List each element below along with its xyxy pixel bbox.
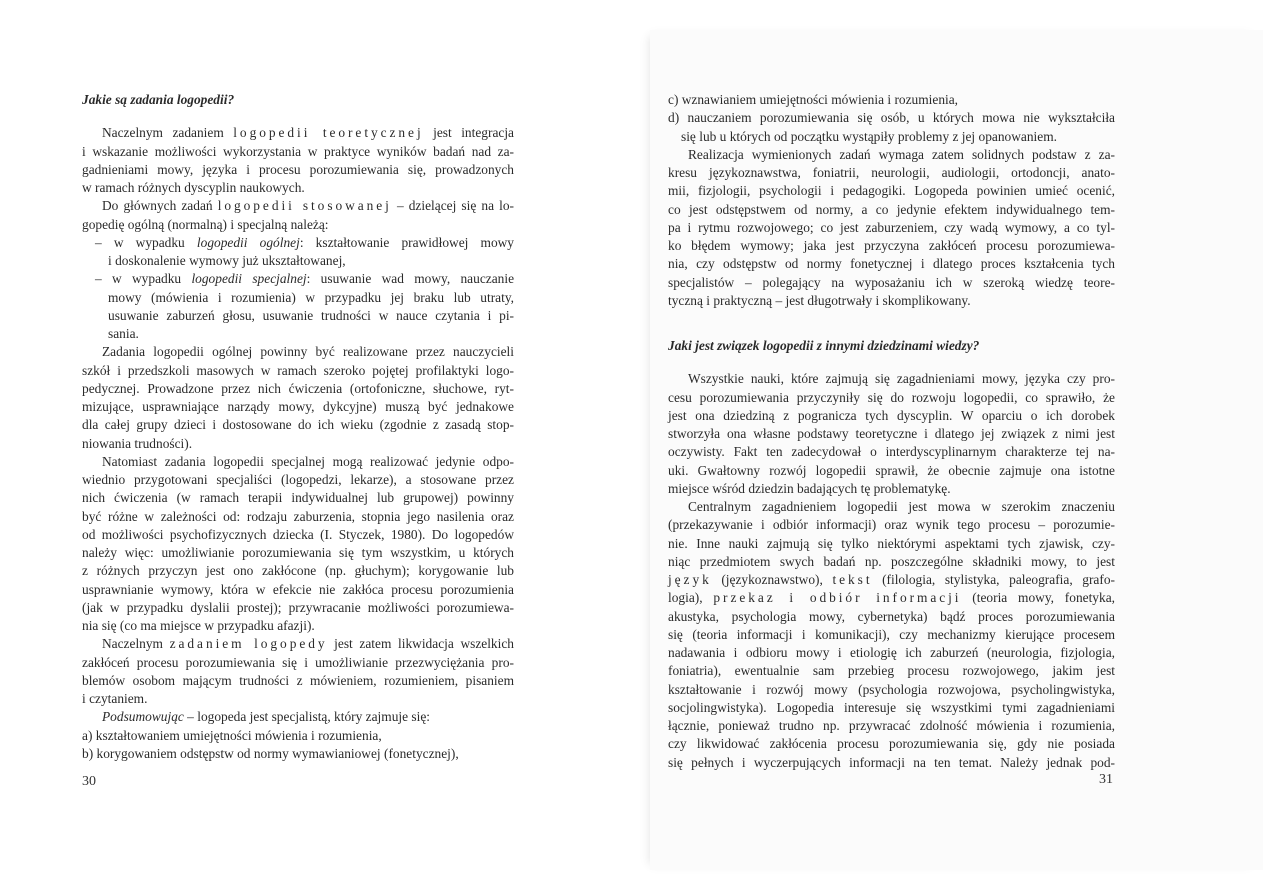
- text-line: [668, 201, 1115, 219]
- text-run: nia się (co ma miejsce w przypadku afazji).: [82, 618, 315, 633]
- text-run: nie. Inne nauki zajmują się tylko niektórymi aspektami tych zjawisk, czy-: [668, 535, 1115, 551]
- text-run: logia),: [668, 590, 714, 606]
- text-line: [668, 255, 1115, 273]
- paragraph: [82, 453, 514, 636]
- text-run: Realizacja wymienionych zadań wymaga zatem solidnych podstaw z za-: [688, 146, 1115, 162]
- text-line: [82, 581, 514, 599]
- text-line: [82, 380, 514, 398]
- text-line: [82, 179, 514, 197]
- paragraph: [82, 343, 514, 453]
- text-run: Naczelnym zadaniem: [102, 125, 234, 141]
- text-line: [668, 480, 1115, 498]
- text-run: blemów osobom mającym trudności z mówieniem, rozumieniem, pisaniem: [82, 672, 514, 688]
- text-run: nich ćwiczenia (w ramach terapii indywidualnej lub grupowej) powinny: [82, 490, 514, 506]
- text-line: [668, 146, 1115, 164]
- text-line: [82, 489, 514, 507]
- text-line: [82, 435, 514, 453]
- text-run: być różne w zależności od: rodzaju zaburzenia, stopnia jego nasilenia oraz: [82, 508, 514, 524]
- section-heading: Jakie są zadania logopedii?: [82, 92, 235, 107]
- paragraph: [82, 124, 514, 197]
- text-line: [82, 143, 514, 161]
- text-run: stworzyła ona własne podstawy teoretyczne i dlatego jej związek z nimi jest: [668, 426, 1115, 441]
- text-run: d) nauczaniem porozumiewania się osób, u których mowa nie wykształciła: [668, 110, 1115, 126]
- text-run: gadnieniami mowy, języka i procesu porozumiewania się, prowadzonych: [82, 161, 514, 177]
- spaced-term: logopedii stosowanej: [217, 198, 392, 214]
- italic-term: logopedii ogólnej: [196, 234, 300, 250]
- paragraph: [668, 146, 1115, 310]
- text-run: wiednio przygotowani specjaliści (logopedzi, lekarze), a stosowane przez: [82, 472, 514, 487]
- text-line: [668, 626, 1115, 644]
- text-line: [82, 727, 514, 745]
- text-run: mii, fizjologii, psychologii i pedagogiki. Logopeda powinien umieć ocenić,: [668, 183, 1115, 199]
- text-run: – dzielącej się na lo-: [391, 198, 514, 214]
- text-line: [95, 307, 514, 325]
- text-run: (filologia, stylistyka, paleografia, grafo-: [872, 572, 1115, 587]
- paragraph: [82, 197, 514, 234]
- left-page-text: [82, 91, 514, 763]
- text-line: [668, 754, 1115, 772]
- text-run: – w wypadku: [95, 234, 197, 250]
- text-line: [668, 462, 1115, 480]
- text-line: [668, 389, 1115, 407]
- list-item: [82, 745, 514, 763]
- text-run: nia, czy odstępstw od normy fonetycznej i dlatego proces kształcenia tych: [668, 256, 1115, 272]
- text-line: [668, 516, 1115, 534]
- text-line: [82, 635, 514, 653]
- text-line: [668, 535, 1115, 553]
- text-run: się pełnych i wyczerpujących informacji na ten temat. Należy jednak pod-: [668, 754, 1115, 770]
- text-run: Zadania logopedii ogólnej powinny być realizowane przez nauczycieli: [102, 344, 514, 360]
- text-line: [668, 109, 1115, 127]
- spaced-term: przekaz i odbiór informacji: [713, 590, 962, 606]
- text-run: niowania trudności).: [82, 435, 193, 451]
- text-line: [95, 234, 514, 252]
- text-line: [95, 325, 514, 343]
- text-run: kresu językoznawstwa, foniatrii, neurologii, audiologii, ortodoncji, anato-: [668, 165, 1115, 180]
- text-line: [668, 699, 1115, 717]
- text-line: [668, 443, 1115, 461]
- italic-term: Podsumowując: [102, 709, 184, 725]
- text-run: jest zatem likwidacja wszelkich: [327, 636, 514, 652]
- text-line: [82, 398, 514, 416]
- text-line: [668, 644, 1115, 662]
- text-run: (jak w przypadku dyslalii prostej); przywracanie możliwości porozumiewa-: [82, 599, 514, 615]
- text-run: co jest odstępstwem od normy, a co jedynie efektem indywidualnego tem-: [668, 201, 1115, 217]
- list-item: [668, 91, 1115, 109]
- text-run: usprawnianie wymowy, która w efekcie nie zakłóca procesu porozumienia: [82, 581, 514, 597]
- spaced-term: logopedii teoretycznej: [233, 125, 424, 141]
- text-run: sania.: [108, 326, 139, 341]
- text-run: należy więc: umożliwianie porozumiewania się tym wszystkim, u których: [82, 545, 514, 560]
- text-line: [95, 270, 514, 288]
- text-line: [82, 599, 514, 617]
- text-run: c) wznawianiem umiejętności mówienia i rozumienia,: [668, 92, 959, 107]
- text-run: czy likwidować zakłócenia procesu porozumiewania się, gdy nie posiada: [668, 736, 1115, 752]
- text-line: [95, 252, 514, 270]
- text-line: [82, 471, 514, 489]
- text-run: Centralnym zagadnieniem logopedii jest mowa w szerokim znaczeniu: [688, 499, 1115, 514]
- text-line: [82, 654, 514, 672]
- text-run: w ramach różnych dyscyplin naukowych.: [82, 180, 305, 195]
- text-run: nadawania i odbioru mowy i etiologię ich zaburzeń (neurologia, fizjologia,: [668, 645, 1115, 660]
- text-line: [82, 453, 514, 471]
- text-line: [668, 128, 1115, 146]
- text-run: i doskonalenie wymowy już ukształtowanej,: [108, 253, 346, 268]
- text-run: się (teoria informacji i komunikacji), czy mechanizmy kierujące procesem: [668, 626, 1115, 642]
- text-run: socjolingwistyka). Logopedia interesuje się wszystkimi tymi zagadnieniami: [668, 699, 1115, 715]
- text-run: jest integracja: [423, 125, 514, 141]
- text-line: [668, 735, 1115, 753]
- text-run: Natomiast zadania logopedii specjalnej mogą realizować jedynie odpo-: [102, 453, 514, 469]
- text-line: [82, 362, 514, 380]
- text-line: [668, 292, 1115, 310]
- list-item: [668, 109, 1115, 146]
- section-heading: Jaki jest związek logopedii z innymi dziedzinami wiedzy?: [668, 338, 980, 353]
- text-run: usuwanie zaburzeń głosu, usuwanie trudności w nauce czytania i pi-: [108, 307, 514, 323]
- text-line: [668, 407, 1115, 425]
- text-line: [82, 416, 514, 434]
- list-item: [82, 270, 514, 343]
- text-run: – w wypadku: [95, 271, 192, 287]
- text-run: i czytaniem.: [82, 691, 148, 706]
- text-run: foniatria), ewentualnie sam przebieg procesu rozwojowego, jakim jest: [668, 663, 1115, 679]
- text-run: : kształtowanie prawidłowej mowy: [299, 234, 515, 250]
- text-run: cesu porozumiewania przyczyniły się do rozwoju logopedii, co sprawiło, że: [668, 389, 1115, 405]
- text-line: [668, 608, 1115, 626]
- text-run: mizujące, usprawniające narządy mowy, dykcyjne) muszą być jednakowe: [82, 399, 514, 414]
- text-line: [82, 672, 514, 690]
- text-line: [668, 237, 1115, 255]
- spaced-term: tekst: [832, 572, 873, 587]
- text-run: dla całej grupy dzieci i dostosowane do ich wieku (zgodnie z zasadą stop-: [82, 417, 514, 433]
- text-line: [82, 124, 514, 142]
- text-run: łącznie, ponieważ trudno np. przywracać zdolność mówienia i rozumienia,: [668, 718, 1115, 733]
- paragraph: [668, 498, 1115, 772]
- text-line: [668, 553, 1115, 571]
- spaced-term: zadaniem logopedy: [169, 636, 328, 652]
- page-number-right: 31: [1099, 772, 1113, 787]
- text-run: (teoria mowy, fonetyka,: [961, 590, 1115, 606]
- text-run: miejsce wśród dziedzin badających tę problematykę.: [668, 480, 951, 496]
- text-line: [95, 289, 514, 307]
- text-run: od możliwości psychofizycznych dziecka (I. Styczek, 1980). Do logopedów: [82, 526, 514, 542]
- spaced-term: język: [668, 572, 712, 587]
- text-line: [82, 544, 514, 562]
- text-run: – logopeda jest specjalistą, który zajmuje się:: [183, 709, 430, 725]
- text-run: a) kształtowaniem umiejętności mówienia i rozumienia,: [82, 727, 382, 743]
- text-line: [668, 274, 1115, 292]
- text-line: [668, 498, 1115, 516]
- paragraph: [82, 708, 514, 726]
- text-run: się lub u których od początku wystąpiły problemy z jej opanowaniem.: [681, 128, 1057, 144]
- text-line: [82, 161, 514, 179]
- paragraph: [82, 635, 514, 708]
- text-line: [82, 745, 514, 763]
- text-run: Wszystkie nauki, które zajmują się zagadnieniami mowy, języka czy pro-: [688, 371, 1115, 387]
- text-line: [668, 164, 1115, 182]
- italic-term: logopedii specjalnej: [191, 271, 307, 287]
- text-run: zakłóceń procesu porozumiewania się i umożliwianie przezwyciężania pro-: [82, 654, 514, 670]
- text-line: [82, 526, 514, 544]
- text-run: uki. Gwałtowny rozwój logopedii sprawił, że obecnie zajmuje ona istotne: [668, 462, 1115, 478]
- text-line: [82, 562, 514, 580]
- text-run: kształtowanie i rozwój mowy (psychologia rozwojowa, psycholingwistyka,: [668, 681, 1115, 697]
- text-line: [668, 219, 1115, 237]
- text-line: [668, 717, 1115, 735]
- text-line: [668, 589, 1115, 607]
- text-line: [668, 571, 1115, 589]
- text-run: pa i rytmu rozwojowego; co jest zaburzeniem, czy wadą wymowy, a co tyl-: [668, 219, 1115, 235]
- text-line: [82, 708, 514, 726]
- text-run: oczywisty. Fakt ten zadecydował o interdyscyplinarnym charakterze tej na-: [668, 444, 1115, 460]
- text-run: z różnych przyczyn jest ono zakłócone (np. głuchym); korygowanie lub: [82, 563, 514, 579]
- text-line: [668, 681, 1115, 699]
- text-line: [668, 425, 1115, 443]
- page-number-left: 30: [82, 774, 96, 789]
- text-line: [82, 216, 514, 234]
- text-run: niąc przedmiotem swych badań np. poszczególne składniki mowy, to jest: [668, 553, 1115, 569]
- text-line: [82, 197, 514, 215]
- text-run: akustyka, psychologia mowy, cybernetyka) bądź proces porozumiewania: [668, 608, 1115, 624]
- list-item: [82, 727, 514, 745]
- text-line: [668, 91, 1115, 109]
- text-run: b) korygowaniem odstępstw od normy wymawianiowej (fonetycznej),: [82, 745, 459, 761]
- text-line: [82, 690, 514, 708]
- paragraph: [668, 370, 1115, 498]
- text-run: mowy (mówienia i rozumienia) w przypadku jej braku lub utraty,: [108, 289, 514, 305]
- text-line: [668, 370, 1115, 388]
- text-line: [668, 662, 1115, 680]
- text-run: pedycznej. Prowadzone przez nich ćwiczenia (ortofoniczne, słuchowe, ryt-: [82, 380, 514, 396]
- text-run: specjalistów – polegający na wyposażaniu ich w szeroką wiedzę teore-: [668, 274, 1115, 290]
- text-run: szkół i przedszkoli masowych w ramach szeroko pojętej profilaktyki logo-: [82, 362, 514, 378]
- text-line: [82, 508, 514, 526]
- list-item: [82, 234, 514, 271]
- text-line: [82, 617, 514, 635]
- text-line: [668, 182, 1115, 200]
- text-run: Do głównych zadań: [102, 198, 218, 214]
- text-line: [82, 343, 514, 361]
- text-run: i wskazanie możliwości wykorzystania w praktyce wyników badań nad za-: [82, 143, 514, 159]
- text-run: (przekazywanie i odbiór informacji) oraz wynik tego procesu – porozumie-: [668, 517, 1115, 533]
- text-run: : usuwanie wad mowy, nauczanie: [306, 271, 515, 287]
- text-run: (językoznawstwo),: [711, 572, 833, 587]
- text-run: Naczelnym: [102, 636, 170, 652]
- text-run: tyczną i praktyczną – jest długotrwały i skomplikowany.: [668, 292, 971, 308]
- text-run: jest ona dziedziną z pogranicza tych dyscyplin. W oparciu o ich dorobek: [668, 407, 1115, 423]
- text-run: ko błędem wymowy; jaka jest przyczyna zakłóceń procesu porozumiewa-: [668, 238, 1115, 253]
- right-page-text: [668, 91, 1115, 772]
- text-run: gopedię ogólną (normalną) i specjalną należą:: [82, 216, 329, 232]
